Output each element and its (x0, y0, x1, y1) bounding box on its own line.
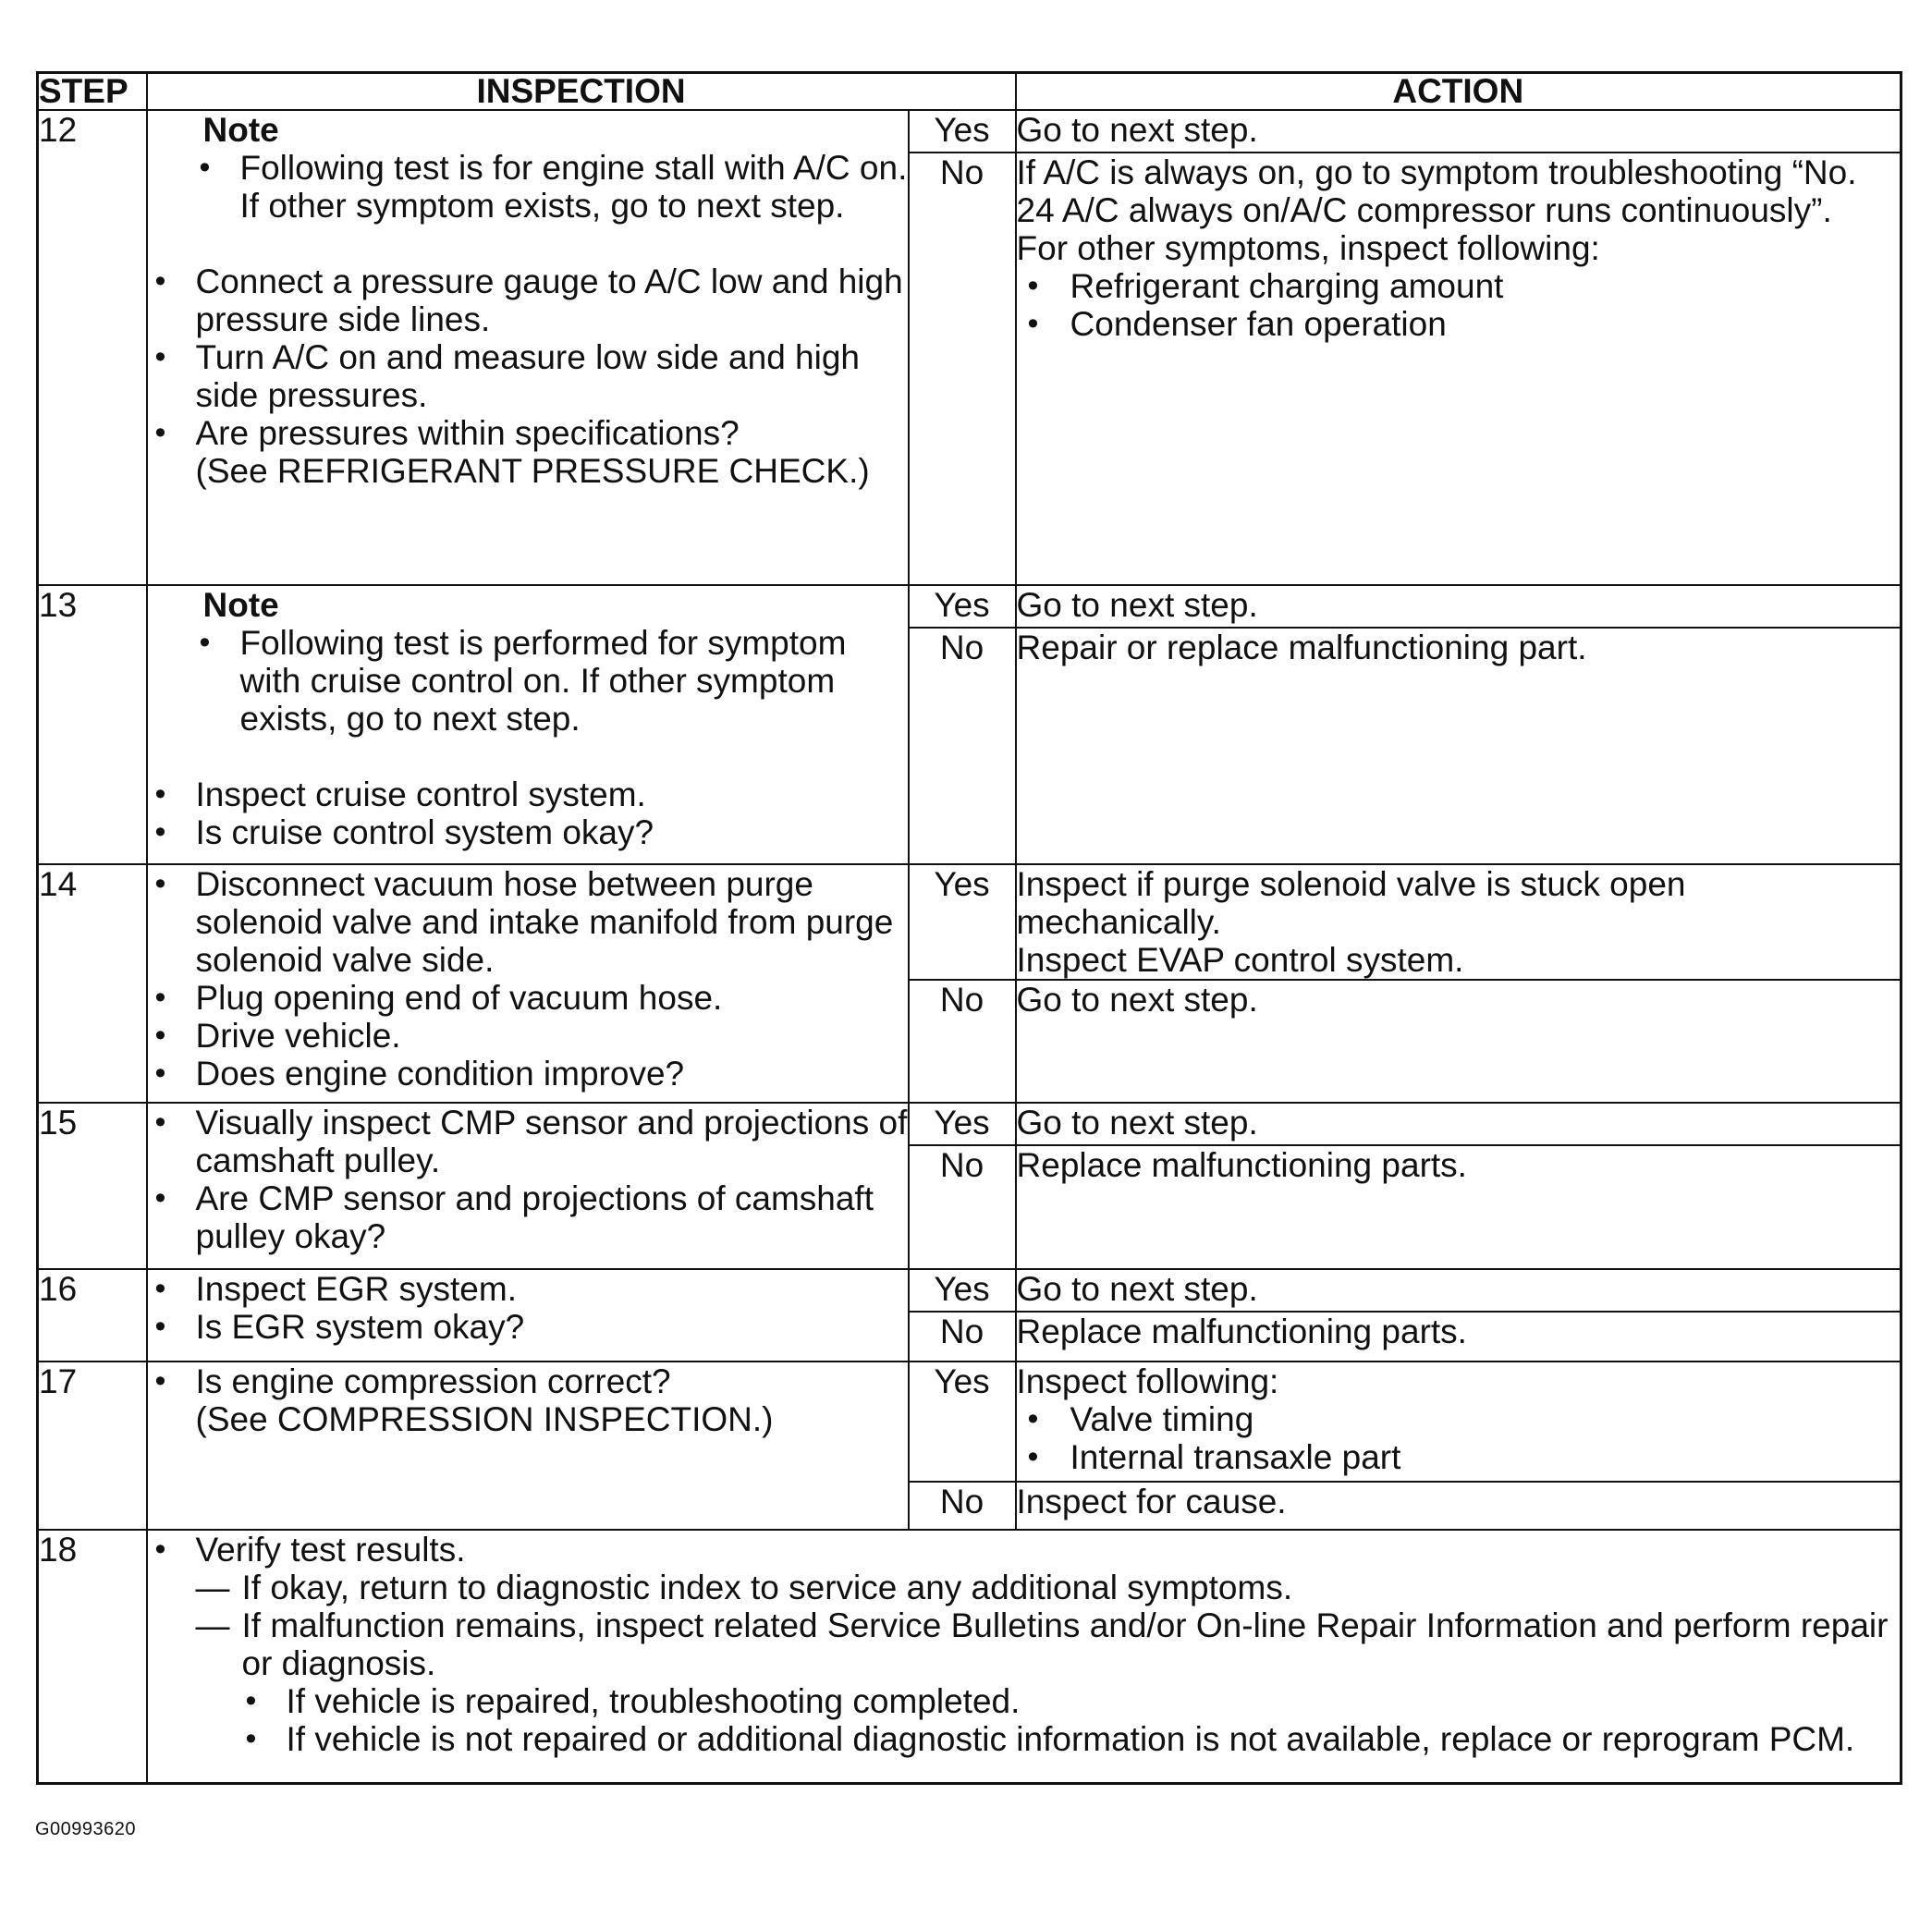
dash-text: If okay, return to diagnostic index to service any additional symptoms. (241, 1569, 1293, 1606)
no-action-text: If A/C is always on, go to symptom troubleshooting “No. 24 A/C always on/A/C compressor runs continuously”. (1016, 153, 1857, 229)
yes-action-text: Inspect following: (1016, 1362, 1279, 1400)
step-row-13 (38, 585, 1901, 628)
note-item: • Following test is performed for symptom with cruise control on. If other symptom exists, go to next step. (192, 624, 908, 738)
inspection-item: • Are CMP sensor and projections of camshaft pulley okay? (148, 1179, 908, 1255)
yes-action-text: Inspect EVAP control system. (1016, 941, 1464, 979)
inspection-item: • Does engine condition improve? (148, 1055, 908, 1093)
action-item: • Internal transaxle part (1017, 1438, 1901, 1476)
no-label: No (909, 980, 1016, 1103)
inspection-cell (147, 1103, 909, 1269)
yes-action-cell (1016, 1362, 1901, 1482)
yes-action-cell (1016, 864, 1901, 980)
inspection-cell (147, 1269, 909, 1362)
inspection-list (148, 775, 908, 851)
inspection-list (148, 1362, 908, 1400)
step-number: 18 (38, 1530, 147, 1784)
step-row-14 (38, 864, 1901, 980)
no-action: Go to next step. (1016, 980, 1901, 1103)
sub-list (238, 1682, 1901, 1758)
yes-label: Yes (909, 1269, 1016, 1312)
inspection-item: • Inspect EGR system. (148, 1270, 908, 1308)
no-action: Inspect for cause. (1016, 1482, 1901, 1530)
action-list (1017, 267, 1901, 343)
inspection-list (148, 865, 908, 1093)
dash-mark: — (195, 1606, 230, 1644)
note-list (192, 149, 908, 225)
inspection-list (148, 263, 908, 452)
action-item: • Valve timing (1017, 1400, 1901, 1438)
no-action-cell (1016, 153, 1901, 585)
yes-label: Yes (909, 1103, 1016, 1145)
inspection-list (148, 1104, 908, 1255)
no-label: No (909, 153, 1016, 585)
inspection-item: • Plug opening end of vacuum hose. (148, 979, 908, 1017)
inspection-item: • Disconnect vacuum hose between purge solenoid valve and intake manifold from purge solenoid valve side. (148, 865, 908, 979)
inspection-item: • Verify test results. (148, 1531, 1901, 1569)
step-row-16 (38, 1269, 1901, 1312)
dash-item (148, 1569, 1901, 1606)
step-number: 12 (38, 110, 147, 585)
no-action-text: For other symptoms, inspect following: (1016, 229, 1600, 267)
diagnostic-table (36, 71, 1902, 1785)
figure-code: G00993620 (35, 1819, 137, 1839)
no-label: No (909, 1145, 1016, 1269)
inspection-cell (147, 585, 909, 864)
no-action: Replace malfunctioning parts. (1016, 1145, 1901, 1269)
step-number: 16 (38, 1269, 147, 1362)
header-row (38, 73, 1901, 111)
step-row-17 (38, 1362, 1901, 1482)
dash-mark: — (195, 1569, 230, 1606)
inspection-cell (147, 864, 909, 1103)
inspection-item: • Connect a pressure gauge to A/C low and high pressure side lines. (148, 263, 908, 338)
inspection-list (148, 1531, 1901, 1569)
sub-item: • If vehicle is not repaired or additional diagnostic information is not available, replace or reprogram PCM. (238, 1720, 1901, 1758)
see-reference: (See REFRIGERANT PRESSURE CHECK.) (195, 452, 870, 490)
yes-action: Go to next step. (1016, 585, 1901, 628)
yes-action: Go to next step. (1016, 1269, 1901, 1312)
no-action: Repair or replace malfunctioning part. (1016, 628, 1901, 864)
step-header: STEP (38, 73, 147, 111)
inspection-item: • Turn A/C on and measure low side and high side pressures. (148, 338, 908, 414)
inspection-item: • Is EGR system okay? (148, 1308, 908, 1346)
dash-text: If malfunction remains, inspect related Service Bulletins and/or On-line Repair Information and perform repair or diagnosis. (241, 1606, 1889, 1682)
note-list (192, 624, 908, 738)
inspection-cell (147, 1530, 1901, 1784)
step-row-12 (38, 110, 1901, 153)
inspection-cell (147, 1362, 909, 1530)
no-label: No (909, 1312, 1016, 1362)
yes-action: Go to next step. (1016, 110, 1901, 153)
inspection-item: • Is cruise control system okay? (148, 813, 908, 851)
note-item: • Following test is for engine stall with A/C on. If other symptom exists, go to next step. (192, 149, 908, 225)
yes-label: Yes (909, 110, 1016, 153)
sub-item: • If vehicle is repaired, troubleshooting completed. (238, 1682, 1901, 1720)
inspection-cell (147, 110, 909, 585)
step-number: 13 (38, 585, 147, 864)
inspection-item: • Visually inspect CMP sensor and projections of camshaft pulley. (148, 1104, 908, 1179)
inspection-list (148, 1270, 908, 1346)
note-title: Note (202, 111, 279, 149)
inspection-item: • Are pressures within specifications? (148, 414, 908, 452)
yes-label: Yes (909, 864, 1016, 980)
step-number: 14 (38, 864, 147, 1103)
no-label: No (909, 628, 1016, 864)
inspection-item: • Drive vehicle. (148, 1017, 908, 1055)
yes-action-text: Inspect if purge solenoid valve is stuck open mechanically. (1016, 865, 1686, 941)
action-header: ACTION (1016, 73, 1901, 111)
step-number: 15 (38, 1103, 147, 1269)
action-item: • Refrigerant charging amount (1017, 267, 1901, 305)
no-label: No (909, 1482, 1016, 1530)
action-item: • Condenser fan operation (1017, 305, 1901, 343)
action-list (1017, 1400, 1901, 1476)
no-action: Replace malfunctioning parts. (1016, 1312, 1901, 1362)
yes-action: Go to next step. (1016, 1103, 1901, 1145)
step-row-18 (38, 1530, 1901, 1784)
yes-label: Yes (909, 1362, 1016, 1482)
step-row-15 (38, 1103, 1901, 1145)
note-title: Note (202, 586, 279, 624)
dash-item (148, 1606, 1901, 1682)
inspection-header: INSPECTION (147, 73, 1016, 111)
yes-label: Yes (909, 585, 1016, 628)
see-reference: (See COMPRESSION INSPECTION.) (195, 1400, 774, 1438)
inspection-item: • Inspect cruise control system. (148, 775, 908, 813)
inspection-item: • Is engine compression correct? (148, 1362, 908, 1400)
step-number: 17 (38, 1362, 147, 1530)
